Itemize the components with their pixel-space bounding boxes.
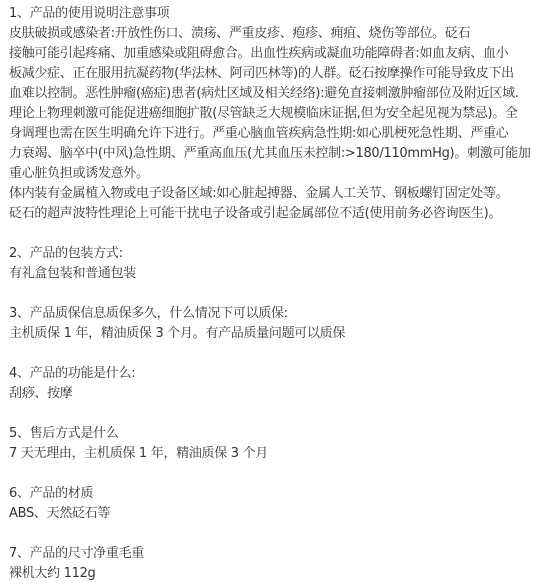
- spacer: [9, 344, 537, 364]
- section-answer: 7 天无理由，主机质保 1 年，精油质保 3 个月: [9, 446, 268, 461]
- section-answer: 裸机大约 112g: [9, 566, 96, 581]
- section-answer: ABS、天然砭石等: [9, 506, 111, 521]
- paragraph-line: 血难以控制。恶性肿瘤(癌症)患者(病灶区域及相关经络):避免直接刺激肿瘤部位及附近区域.: [9, 86, 519, 101]
- paragraph-line: 力衰竭、脑卒中(中风)急性期、严重高血压(尤其血压未控制:>180/110mmHg)。刺激可能加: [9, 146, 531, 161]
- section-heading: 2、产品的包装方式:: [9, 246, 123, 261]
- section-heading: 5、售后方式是什么: [9, 426, 119, 441]
- section-heading: 7、产品的尺寸净重毛重: [9, 546, 144, 561]
- section-heading: 3、产品质保信息质保多久，什么情况下可以质保:: [9, 306, 288, 321]
- paragraph-line: 板减少症、正在服用抗凝药物(华法林、阿司匹林等)的人群。砭石按摩操作可能导致皮下出: [9, 66, 514, 81]
- section-heading: 1、产品的使用说明注意事项: [9, 6, 170, 21]
- spacer: [9, 404, 537, 424]
- section-answer: 刮痧、按摩: [9, 386, 73, 401]
- section-after-sales: [9, 424, 537, 464]
- paragraph-line: 重心脏负担或诱发意外。: [9, 166, 149, 181]
- section-heading: 4、产品的功能是什么:: [9, 366, 136, 381]
- paragraph-line: 身调理也需在医生明确允许下进行。严重心脑血管疾病急性期:如心肌梗死急性期、严重心: [9, 126, 509, 141]
- paragraph-line: 体内装有金属植入物或电子设备区域:如心脏起搏器、金属人工关节、钢板螺钉固定处等。: [9, 186, 509, 201]
- paragraph-line: 理论上物理刺激可能促进癌细胞扩散(尽管缺乏大规模临床证据,但为安全起见视为禁忌)。全: [9, 106, 518, 121]
- spacer: [9, 524, 537, 544]
- section-packaging: [9, 244, 537, 284]
- section-answer: 主机质保 1 年，精油质保 3 个月。有产品质量问题可以质保: [9, 326, 346, 341]
- section-size-weight: [9, 544, 537, 584]
- section-warranty: [9, 304, 537, 344]
- spacer: [9, 284, 537, 304]
- section-material: [9, 484, 537, 524]
- section-heading: 6、产品的材质: [9, 486, 94, 501]
- spacer: [9, 224, 537, 244]
- section-function: [9, 364, 537, 404]
- section-usage-notes: [9, 4, 537, 224]
- paragraph-line: 接触可能引起疼痛、加重感染或阻碍愈合。出血性疾病或凝血功能障碍者:如血友病、血小: [9, 46, 509, 61]
- paragraph-line: 砭石的超声波特性理论上可能干扰电子设备或引起金属部位不适(使用前务必咨询医生)。: [9, 206, 502, 221]
- spacer: [9, 464, 537, 484]
- section-answer: 有礼盒包装和普通包装: [9, 266, 137, 281]
- paragraph-line: 皮肤破损或感染者:开放性伤口、溃疡、严重皮疹、疱疹、痈疽、烧伤等部位。砭石: [9, 26, 471, 41]
